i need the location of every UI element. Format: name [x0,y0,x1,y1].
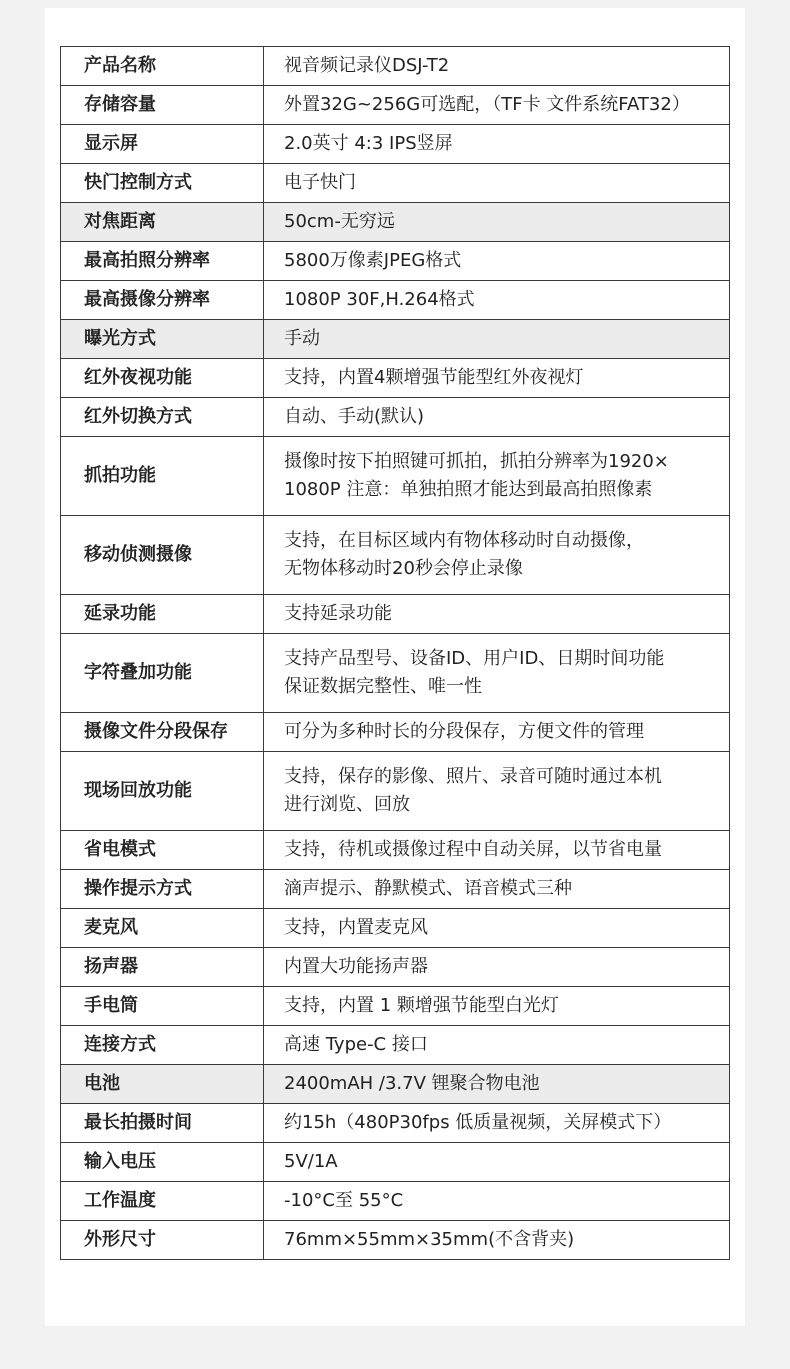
spec-label: 抓拍功能 [61,437,264,516]
spec-label: 手电筒 [61,987,264,1026]
table-row [61,398,730,437]
table-row [61,909,730,948]
table-row [61,281,730,320]
table-row [61,203,730,242]
spec-value: 支持，内置4颗增强节能型红外夜视灯 [264,359,730,398]
spec-label: 产品名称 [61,47,264,86]
spec-value: 外置32G~256G可选配，（TF卡 文件系统FAT32） [264,86,730,125]
table-row [61,1143,730,1182]
table-row [61,125,730,164]
spec-label: 现场回放功能 [61,752,264,831]
spec-label: 连接方式 [61,1026,264,1065]
spec-label: 快门控制方式 [61,164,264,203]
spec-value: 支持延录功能 [264,595,730,634]
table-row [61,359,730,398]
table-row [61,987,730,1026]
spec-label: 省电模式 [61,831,264,870]
spec-value: 1080P 30F,H.264格式 [264,281,730,320]
spec-label: 延录功能 [61,595,264,634]
table-row [61,437,730,516]
table-row [61,1182,730,1221]
table-row [61,752,730,831]
spec-label: 摄像文件分段保存 [61,713,264,752]
spec-value: 摄像时按下拍照键可抓拍，抓拍分辨率为1920× 1080P 注意：单独拍照才能达到最高拍照像素 [264,437,730,516]
table-row [61,870,730,909]
table-row [61,1221,730,1260]
table-row [61,516,730,595]
spec-table [60,46,730,1260]
table-row [61,1104,730,1143]
spec-label: 字符叠加功能 [61,634,264,713]
spec-value: 内置大功能扬声器 [264,948,730,987]
table-row [61,86,730,125]
spec-value: 支持，内置麦克风 [264,909,730,948]
spec-label: 外形尺寸 [61,1221,264,1260]
spec-value: 电子快门 [264,164,730,203]
spec-label: 最高拍照分辨率 [61,242,264,281]
spec-label: 最高摄像分辨率 [61,281,264,320]
spec-label: 曝光方式 [61,320,264,359]
spec-value: 高速 Type-C 接口 [264,1026,730,1065]
spec-value: 约15h（480P30fps 低质量视频，关屏模式下） [264,1104,730,1143]
table-row [61,320,730,359]
spec-value: 5800万像素JPEG格式 [264,242,730,281]
table-row [61,831,730,870]
spec-value: 50cm-无穷远 [264,203,730,242]
table-row [61,164,730,203]
spec-label: 移动侦测摄像 [61,516,264,595]
spec-value: 支持，内置 1 颗增强节能型白光灯 [264,987,730,1026]
spec-label: 输入电压 [61,1143,264,1182]
spec-value: 自动、手动(默认) [264,398,730,437]
spec-label: 操作提示方式 [61,870,264,909]
table-row [61,595,730,634]
table-row [61,948,730,987]
spec-value: 支持，在目标区域内有物体移动时自动摄像， 无物体移动时20秒会停止录像 [264,516,730,595]
table-row [61,1026,730,1065]
spec-label: 红外夜视功能 [61,359,264,398]
table-row [61,634,730,713]
spec-label: 工作温度 [61,1182,264,1221]
spec-value: 视音频记录仪DSJ-T2 [264,47,730,86]
spec-value: 支持，保存的影像、照片、录音可随时通过本机 进行浏览、回放 [264,752,730,831]
spec-value: 可分为多种时长的分段保存，方便文件的管理 [264,713,730,752]
spec-label: 最长拍摄时间 [61,1104,264,1143]
table-row [61,47,730,86]
spec-label: 扬声器 [61,948,264,987]
spec-value: 2.0英寸 4:3 IPS竖屏 [264,125,730,164]
table-row [61,713,730,752]
spec-value: 支持产品型号、设备ID、用户ID、日期时间功能 保证数据完整性、唯一性 [264,634,730,713]
spec-value: 滴声提示、静默模式、语音模式三种 [264,870,730,909]
spec-value: 手动 [264,320,730,359]
spec-value: 2400mAH /3.7V 锂聚合物电池 [264,1065,730,1104]
spec-value: 5V/1A [264,1143,730,1182]
spec-value: 76mm×55mm×35mm(不含背夹) [264,1221,730,1260]
spec-value: 支持，待机或摄像过程中自动关屏，以节省电量 [264,831,730,870]
spec-label: 红外切换方式 [61,398,264,437]
table-row [61,242,730,281]
spec-label: 对焦距离 [61,203,264,242]
spec-label: 存储容量 [61,86,264,125]
table-row [61,1065,730,1104]
spec-value: -10°C至 55°C [264,1182,730,1221]
spec-label: 麦克风 [61,909,264,948]
spec-label: 电池 [61,1065,264,1104]
spec-label: 显示屏 [61,125,264,164]
